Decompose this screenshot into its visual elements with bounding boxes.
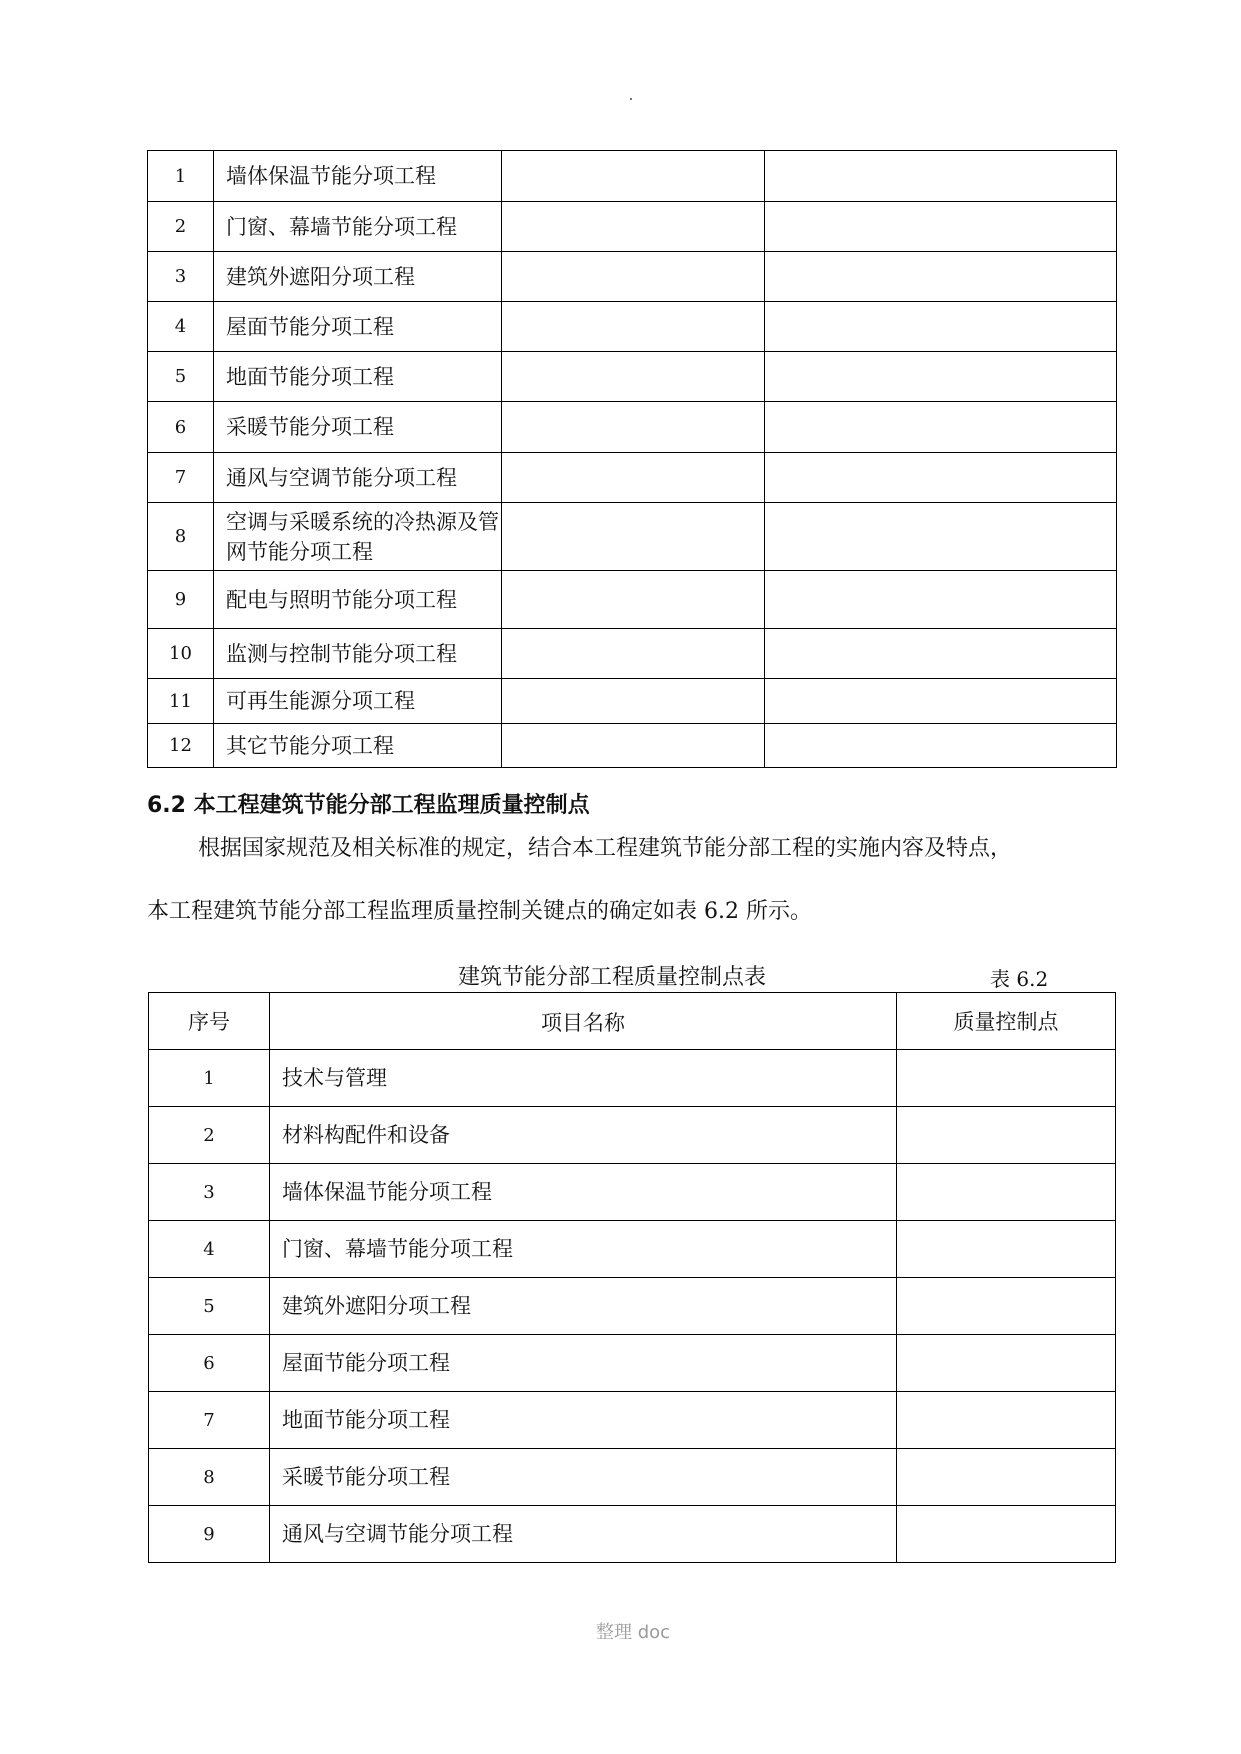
table-caption: 建筑节能分部工程质量控制点表 — [458, 965, 767, 990]
table-row — [149, 1392, 1116, 1449]
table-row — [148, 629, 1117, 679]
row-cell-empty — [765, 252, 1117, 302]
table-row — [148, 352, 1117, 402]
row-cell-empty — [502, 629, 765, 679]
table-row — [149, 1335, 1116, 1392]
row-number: 2 — [148, 202, 214, 252]
table-header-row — [149, 993, 1116, 1050]
row-item-name: 门窗、幕墙节能分项工程 — [214, 202, 502, 252]
row-cell-empty — [765, 402, 1117, 453]
subitem-table-body — [148, 151, 1117, 768]
row-control-point — [897, 1050, 1116, 1107]
row-cell-empty — [765, 571, 1117, 629]
header-item-name: 项目名称 — [270, 993, 897, 1050]
row-cell-empty — [502, 724, 765, 768]
row-item-name: 地面节能分项工程 — [214, 352, 502, 402]
table-row — [148, 724, 1117, 768]
row-item-name: 通风与空调节能分项工程 — [270, 1506, 897, 1563]
row-item-name: 监测与控制节能分项工程 — [214, 629, 502, 679]
table-row — [148, 151, 1117, 202]
row-number: 12 — [148, 724, 214, 768]
row-number: 7 — [149, 1392, 270, 1449]
row-item-name: 其它节能分项工程 — [214, 724, 502, 768]
table-row — [148, 202, 1117, 252]
table-row — [148, 453, 1117, 503]
row-control-point — [897, 1221, 1116, 1278]
row-cell-empty — [502, 679, 765, 724]
row-number: 11 — [148, 679, 214, 724]
row-control-point — [897, 1164, 1116, 1221]
section-paragraph-line-1: 根据国家规范及相关标准的规定，结合本工程建筑节能分部工程的实施内容及特点， — [198, 836, 1013, 861]
row-cell-empty — [765, 352, 1117, 402]
row-control-point — [897, 1335, 1116, 1392]
row-cell-empty — [502, 571, 765, 629]
row-cell-empty — [502, 252, 765, 302]
row-number: 2 — [149, 1107, 270, 1164]
row-number: 5 — [148, 352, 214, 402]
table-row — [149, 1164, 1116, 1221]
row-cell-empty — [502, 402, 765, 453]
row-number: 1 — [148, 151, 214, 202]
row-item-name: 空调与采暖系统的冷热源及管网节能分项工程 — [214, 503, 502, 571]
row-item-name: 采暖节能分项工程 — [214, 402, 502, 453]
row-item-name: 配电与照明节能分项工程 — [214, 571, 502, 629]
row-cell-empty — [765, 629, 1117, 679]
table-row — [149, 1506, 1116, 1563]
row-item-name: 建筑外遮阳分项工程 — [270, 1278, 897, 1335]
row-cell-empty — [502, 453, 765, 503]
row-cell-empty — [765, 302, 1117, 352]
row-item-name: 技术与管理 — [270, 1050, 897, 1107]
row-number: 5 — [149, 1278, 270, 1335]
row-cell-empty — [502, 503, 765, 571]
table-row — [149, 1449, 1116, 1506]
section-heading: 6.2 本工程建筑节能分部工程监理质量控制点 — [147, 793, 590, 818]
footer-watermark: 整理 doc — [596, 1622, 671, 1643]
row-cell-empty — [765, 453, 1117, 503]
row-control-point — [897, 1506, 1116, 1563]
table-row — [149, 1278, 1116, 1335]
quality-control-table-body — [149, 1050, 1116, 1563]
row-item-name: 材料构配件和设备 — [270, 1107, 897, 1164]
row-cell-empty — [502, 302, 765, 352]
row-item-name: 采暖节能分项工程 — [270, 1449, 897, 1506]
row-number: 3 — [148, 252, 214, 302]
row-cell-empty — [765, 679, 1117, 724]
row-item-name: 墙体保温节能分项工程 — [214, 151, 502, 202]
row-cell-empty — [765, 724, 1117, 768]
row-item-name: 屋面节能分项工程 — [270, 1335, 897, 1392]
table-number: 表 6.2 — [990, 967, 1049, 991]
row-number: 6 — [149, 1335, 270, 1392]
row-control-point — [897, 1392, 1116, 1449]
row-number: 9 — [148, 571, 214, 629]
row-number: 8 — [148, 503, 214, 571]
section-paragraph-line-2: 本工程建筑节能分部工程监理质量控制关键点的确定如表 6.2 所示。 — [147, 899, 812, 924]
row-cell-empty — [765, 503, 1117, 571]
row-cell-empty — [502, 202, 765, 252]
table-row — [148, 302, 1117, 352]
row-number: 4 — [149, 1221, 270, 1278]
row-number: 7 — [148, 453, 214, 503]
quality-control-table — [148, 992, 1116, 1563]
row-number: 4 — [148, 302, 214, 352]
row-number: 8 — [149, 1449, 270, 1506]
row-number: 3 — [149, 1164, 270, 1221]
table-row — [149, 1107, 1116, 1164]
table-row — [148, 679, 1117, 724]
header-dot — [630, 98, 632, 100]
row-item-name: 通风与空调节能分项工程 — [214, 453, 502, 503]
table-row — [148, 402, 1117, 453]
table-row — [148, 571, 1117, 629]
table-row — [149, 1221, 1116, 1278]
row-item-name: 建筑外遮阳分项工程 — [214, 252, 502, 302]
row-item-name: 墙体保温节能分项工程 — [270, 1164, 897, 1221]
row-control-point — [897, 1107, 1116, 1164]
row-cell-empty — [765, 202, 1117, 252]
table-row — [148, 503, 1117, 571]
subitem-table — [147, 150, 1117, 768]
row-cell-empty — [502, 151, 765, 202]
row-control-point — [897, 1449, 1116, 1506]
row-number: 1 — [149, 1050, 270, 1107]
row-item-name: 门窗、幕墙节能分项工程 — [270, 1221, 897, 1278]
row-item-name: 屋面节能分项工程 — [214, 302, 502, 352]
row-cell-empty — [765, 151, 1117, 202]
row-item-name: 地面节能分项工程 — [270, 1392, 897, 1449]
row-item-name: 可再生能源分项工程 — [214, 679, 502, 724]
header-serial: 序号 — [149, 993, 270, 1050]
row-number: 6 — [148, 402, 214, 453]
row-number: 10 — [148, 629, 214, 679]
row-control-point — [897, 1278, 1116, 1335]
row-cell-empty — [502, 352, 765, 402]
table-row — [148, 252, 1117, 302]
row-number: 9 — [149, 1506, 270, 1563]
header-control-point: 质量控制点 — [897, 993, 1116, 1050]
table-row — [149, 1050, 1116, 1107]
